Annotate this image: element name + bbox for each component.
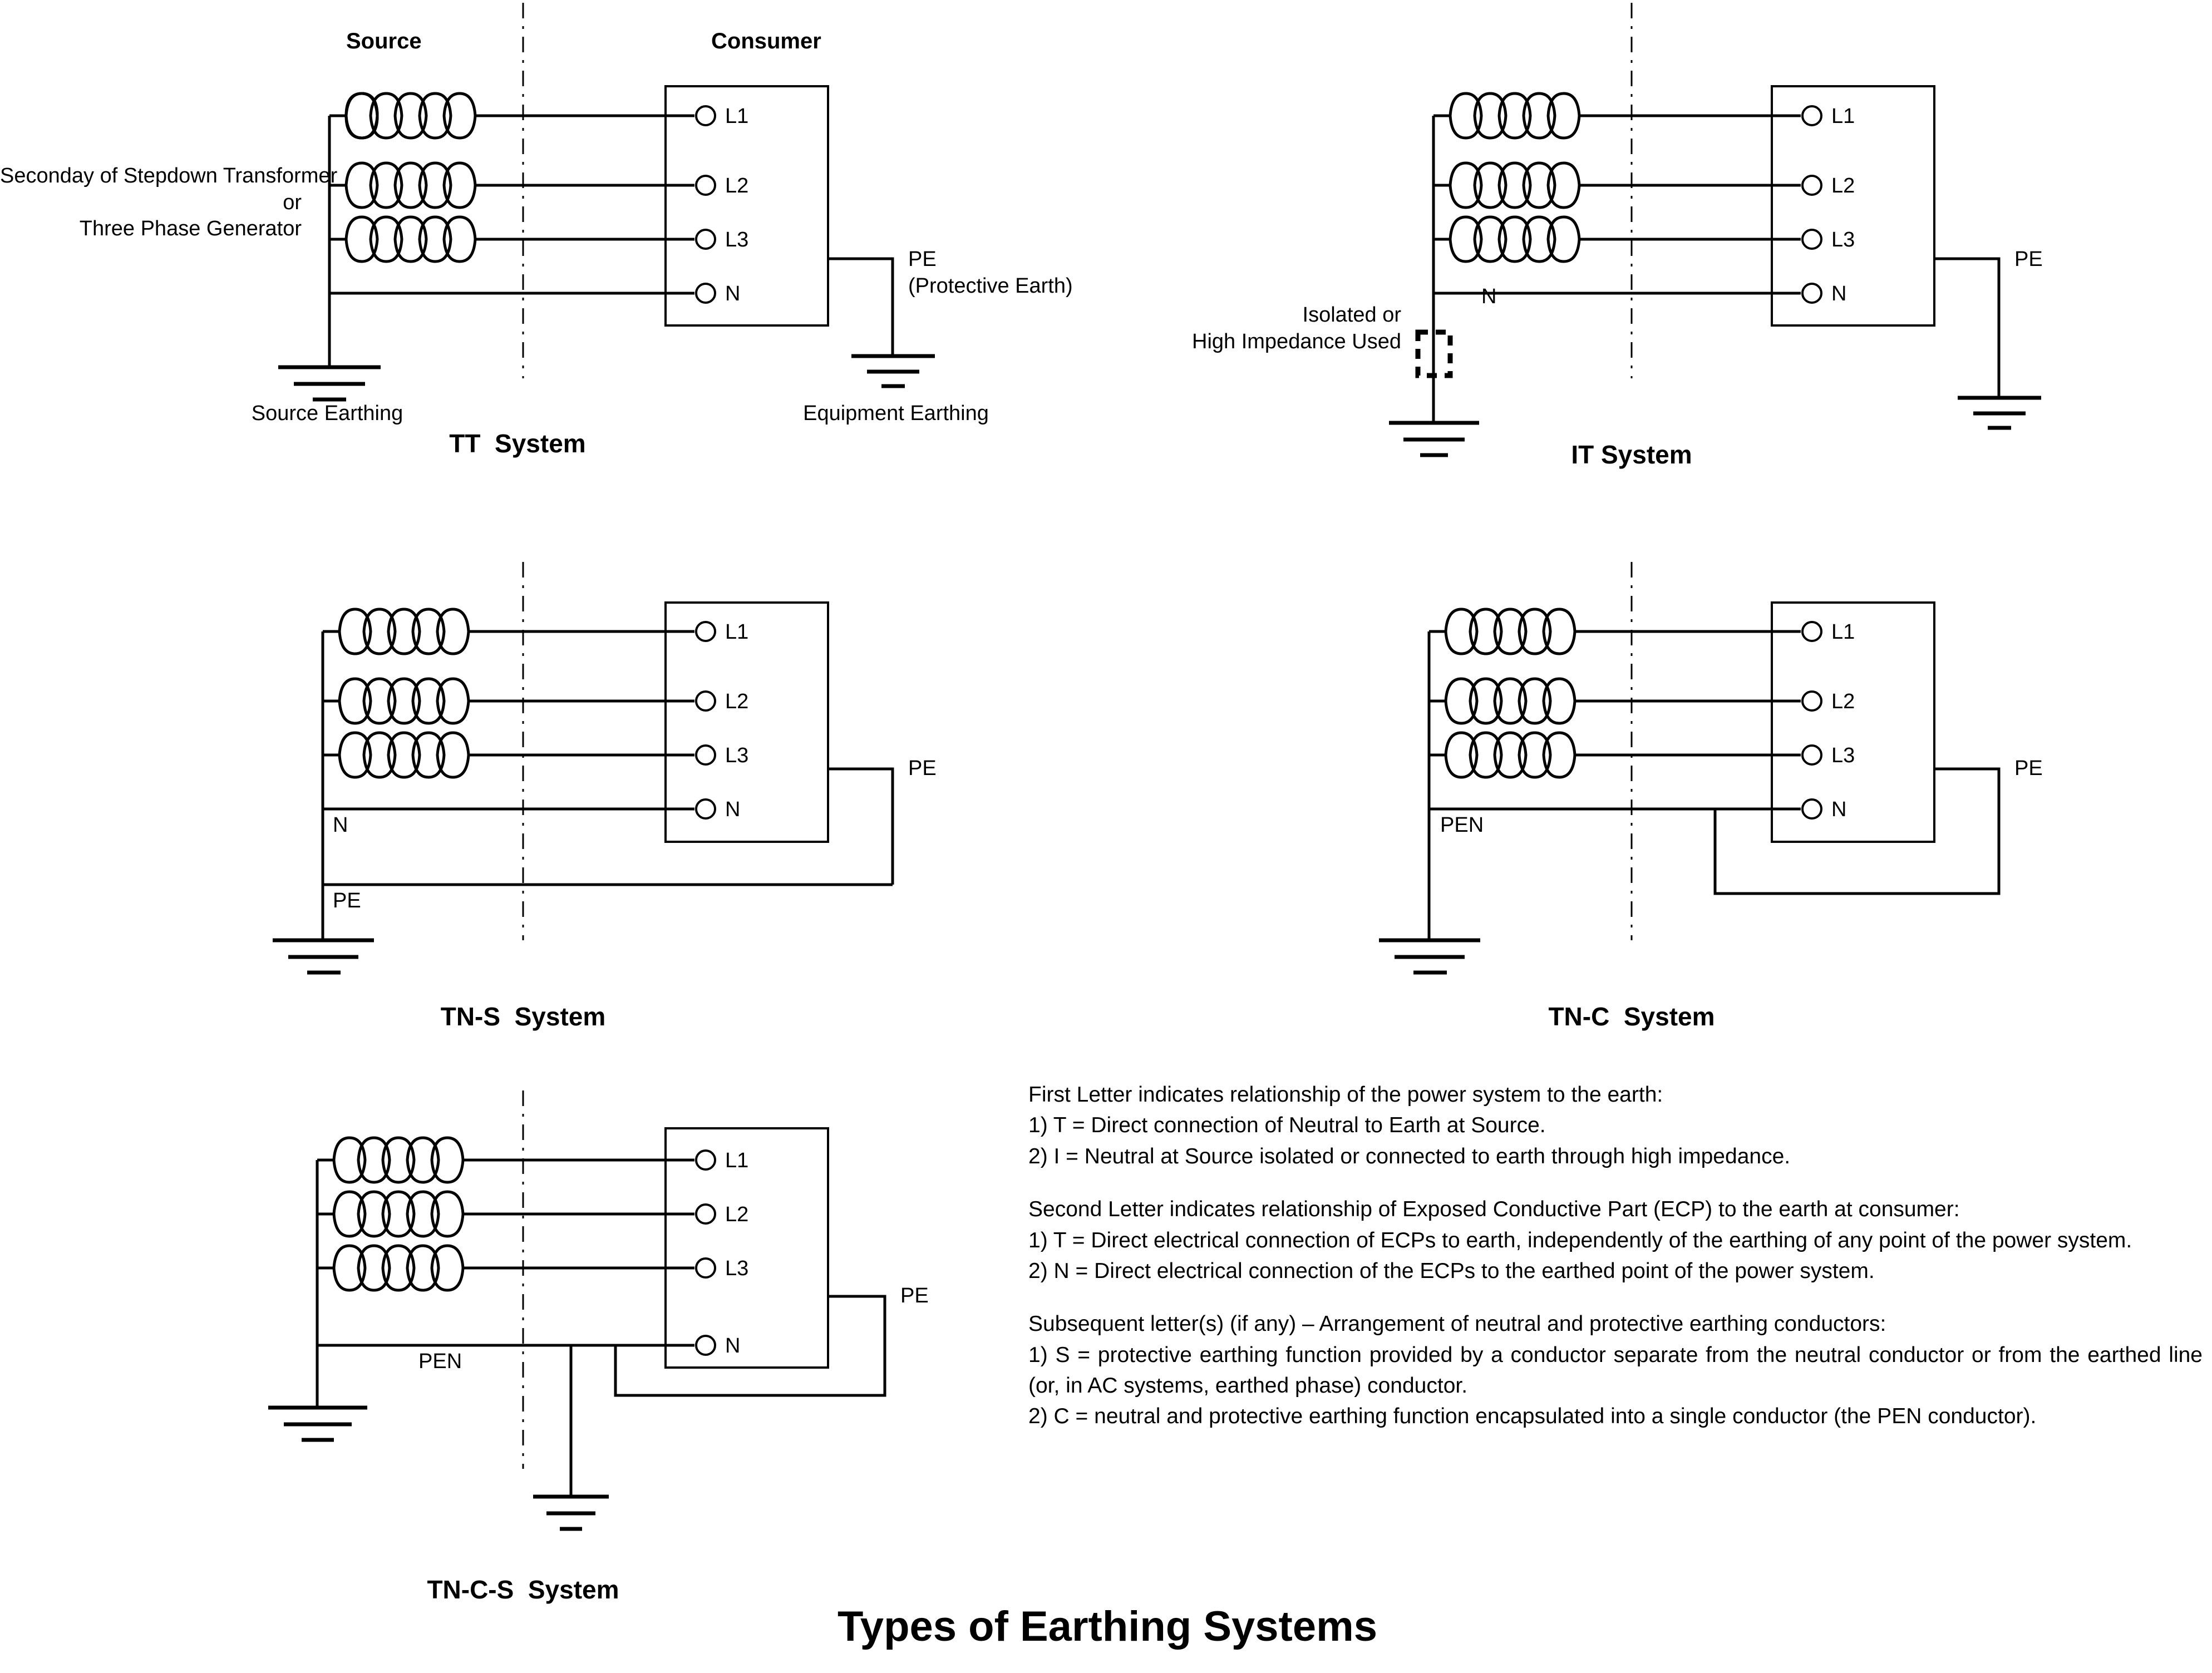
tnc-terminal-l1-label: L1	[1831, 620, 1855, 644]
diagram-it	[1389, 3, 2041, 455]
legend-block	[1028, 1079, 2203, 1432]
legend-first-letter-item-2: 2) I = Neutral at Source isolated or connected to earth through high impedance.	[1028, 1144, 1791, 1168]
it-impedance-label-line2: High Impedance Used	[1192, 330, 1401, 353]
tncs-terminal-n-label: N	[725, 1334, 741, 1358]
tt-terminal-l1-label: L1	[725, 105, 749, 128]
tns-neutral-conductor-label: N	[333, 813, 348, 837]
tncs-pen-label: PEN	[418, 1350, 462, 1373]
tt-terminal-l2-label: L2	[725, 174, 749, 198]
tns-pe-label: PE	[908, 757, 937, 780]
tncs-terminal-l1-label: L1	[725, 1149, 749, 1172]
tncs-terminal-l2-label: L2	[725, 1203, 749, 1226]
legend-second-letter-item-2: 2) N = Direct electrical connection of the ECPs to the earthed point of the power system.	[1028, 1259, 1875, 1283]
diagram-tns	[273, 562, 893, 973]
tt-pe-sublabel: (Protective Earth)	[908, 274, 1073, 298]
diagram-tt	[278, 3, 935, 399]
legend-subsequent-letter-item-1: 1) S = protective earthing function provided by a conductor separate from the neutral conductor or from the earthed line (or, in AC systems, earthed phase) conductor.	[1028, 1343, 2203, 1398]
source-caption-line1: Seconday of Stepdown Transformer	[0, 164, 338, 187]
tt-terminal-n-label: N	[725, 282, 741, 305]
tns-terminal-l3-label: L3	[725, 744, 749, 767]
legend-second-letter-heading: Second Letter indicates relationship of Exposed Conductive Part (ECP) to the earth at consumer:	[1028, 1197, 1960, 1222]
tncs-terminal-l3-label: L3	[725, 1257, 749, 1280]
legend-subsequent-letter-heading: Subsequent letter(s) (if any) – Arrangement of neutral and protective earthing conductors:	[1028, 1312, 1886, 1336]
tns-terminal-l2-label: L2	[725, 690, 749, 713]
diagram-tnc	[1379, 562, 1999, 973]
tt-pe-label: PE	[908, 248, 937, 271]
it-terminal-l3-label: L3	[1831, 228, 1855, 251]
it-pe-label: PE	[2014, 248, 2043, 271]
tt-terminal-l3-label: L3	[725, 228, 749, 251]
tt-equipment-earthing-label: Equipment Earthing	[803, 402, 989, 425]
page-title: Types of Earthing Systems	[837, 1603, 1377, 1650]
tnc-system-title: TN-C System	[1548, 1002, 1715, 1031]
source-caption-line2: or	[283, 191, 302, 214]
it-impedance-label-line1: Isolated or	[1302, 303, 1401, 327]
legend-spacer-1	[1028, 1172, 2203, 1194]
diagram-tncs	[268, 1090, 885, 1529]
it-system-title: IT System	[1571, 440, 1692, 469]
tnc-pen-label: PEN	[1440, 813, 1484, 837]
it-neutral-label: N	[1481, 285, 1497, 308]
tns-terminal-l1-label: L1	[725, 620, 749, 644]
tt-source-earthing-label: Source Earthing	[251, 402, 403, 425]
tnc-pe-label: PE	[2014, 757, 2043, 780]
legend-second-letter-item-1: 1) T = Direct electrical connection of ECPs to earth, independently of the earthing of any point of the power system.	[1028, 1228, 2132, 1252]
it-terminal-n-label: N	[1831, 282, 1847, 305]
legend-subsequent-letter-item-2: 2) C = neutral and protective earthing function encapsulated into a single conductor (the PEN conductor).	[1028, 1404, 2037, 1429]
tnc-terminal-n-label: N	[1831, 798, 1847, 821]
tnc-terminal-l3-label: L3	[1831, 744, 1855, 767]
legend-first-letter-item-1: 1) T = Direct connection of Neutral to Earth at Source.	[1028, 1113, 1546, 1138]
consumer-column-header: Consumer	[711, 29, 821, 53]
legend-spacer-2	[1028, 1286, 2203, 1309]
it-terminal-l2-label: L2	[1831, 174, 1855, 198]
tt-system-title: TT System	[449, 429, 586, 458]
tnc-terminal-l2-label: L2	[1831, 690, 1855, 713]
tncs-pe-label: PE	[900, 1284, 929, 1307]
it-terminal-l1-label: L1	[1831, 105, 1855, 128]
tncs-system-title: TN-C-S System	[427, 1575, 619, 1604]
source-caption-line3: Three Phase Generator	[79, 217, 302, 240]
legend-first-letter-heading: First Letter indicates relationship of the power system to the earth:	[1028, 1083, 1663, 1107]
source-column-header: Source	[346, 29, 422, 53]
tns-system-title: TN-S System	[440, 1002, 606, 1031]
tns-terminal-n-label: N	[725, 798, 741, 821]
tns-pe-conductor-label: PE	[333, 889, 361, 912]
